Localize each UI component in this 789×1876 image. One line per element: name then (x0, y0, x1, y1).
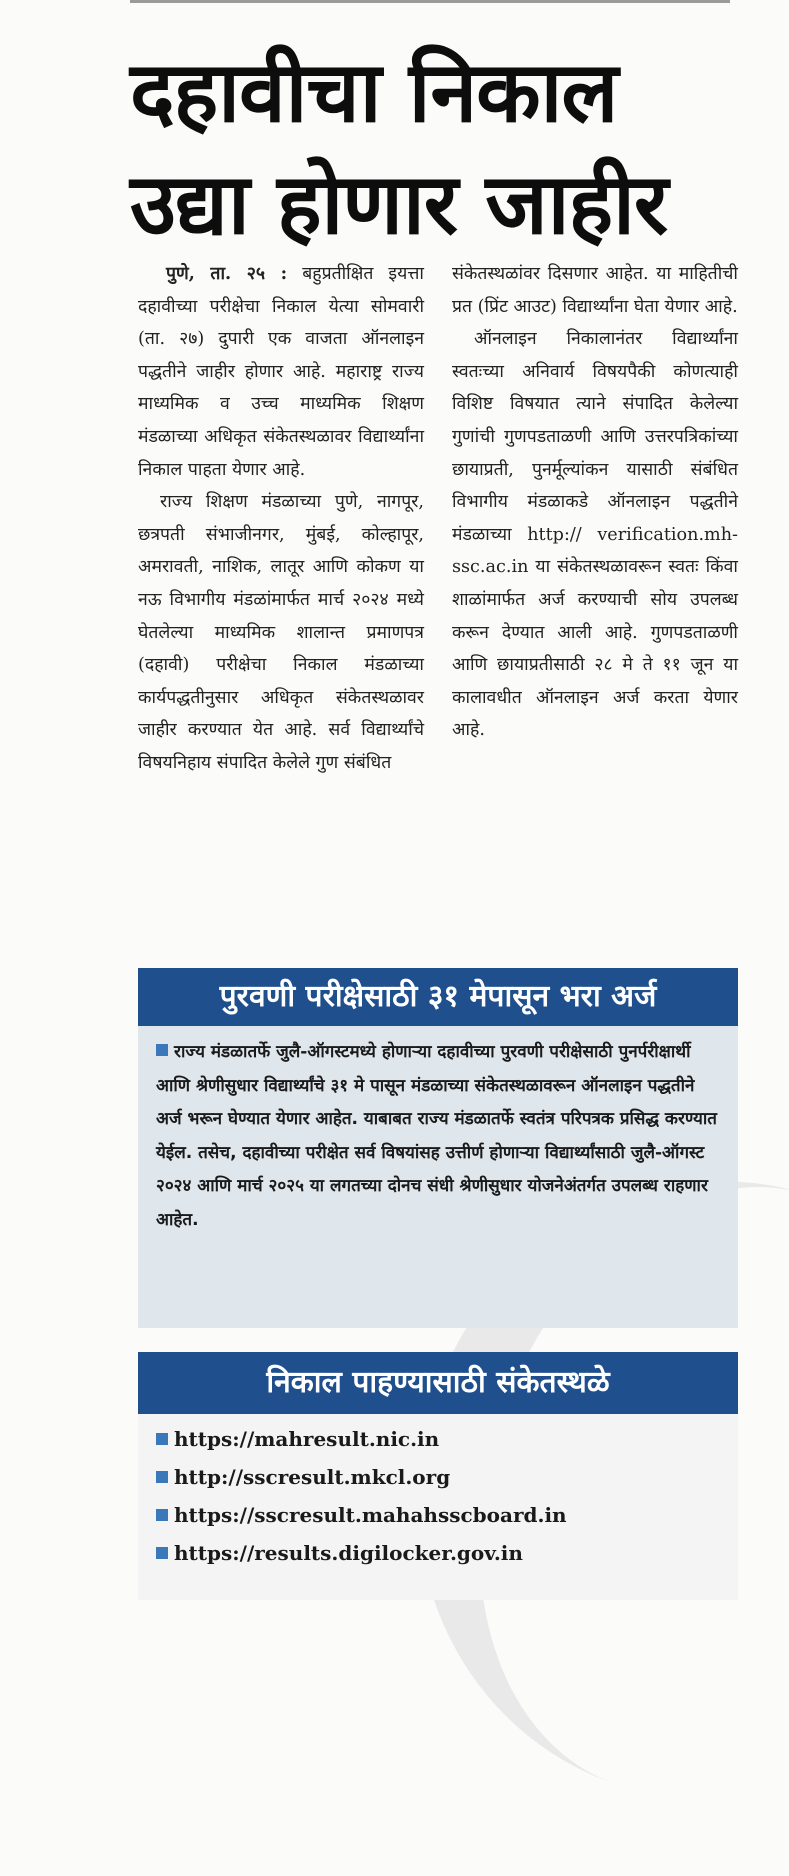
supplementary-exam-text (138, 1026, 738, 1238)
website-url[interactable]: http://sscresult.mkcl.org (174, 1465, 451, 1489)
dateline: पुणे, ता. २५ : (166, 263, 288, 284)
result-websites-title: निकाल पाहण्यासाठी संकेतस्थळे (138, 1352, 738, 1414)
article-paragraph (138, 258, 424, 486)
website-url[interactable]: https://sscresult.mahahsscboard.in (174, 1503, 567, 1527)
square-bullet-icon (156, 1509, 168, 1521)
website-url[interactable]: https://mahresult.nic.in (174, 1427, 440, 1451)
article-paragraph: ऑनलाइन निकालानंतर विद्यार्थ्यांना स्वतःच्या अनिवार्य विषयपैकी कोणत्याही विशिष्ट विषयात त्याने संपादित केलेल्या गुणांची गुणपडताळणी आणि उत्तरपत्रिकांच्या छायाप्रती, पुनर्मूल्यांकन यासाठी संबंधित विभागीय मंडळाकडे ऑनलाइन पद्धतीने मंडळाच्या http:// verification.mh-ssc.ac.in या संकेतस्थळावरून स्वतः किंवा शाळांमार्फत अर्ज करण्याची सोय उपलब्ध करून देण्यात आली आहे. गुणपडताळणी आणि छायाप्रतीसाठी २८ मे ते ११ जून या कालावधीत ऑनलाइन अर्ज करता येणार आहे. (452, 329, 738, 741)
article-body (138, 258, 738, 780)
website-item[interactable] (156, 1458, 738, 1496)
supplementary-exam-box (138, 968, 738, 1328)
square-bullet-icon (156, 1547, 168, 1559)
box-body-text: राज्य मंडळातर्फे जुलै-ऑगस्टमध्ये होणाऱ्या दहावीच्या पुरवणी परीक्षेसाठी पुनर्परीक्षार्थी आणि श्रेणीसुधार विद्यार्थ्यांचे ३१ मे पासून मंडळाच्या संकेतस्थळावरून ऑनलाइन पद्धतीने अर्ज भरून घेण्यात येणार आहेत. याबाबत राज्य मंडळातर्फे स्वतंत्र परिपत्रक प्रसिद्ध करण्यात येईल. तसेच, दहावीच्या परीक्षेत सर्व विषयांसह उत्तीर्ण होणाऱ्या विद्यार्थ्यांसाठी जुलै-ऑगस्ट २०२४ आणि मार्च २०२५ या लगतच्या दोनच संधी श्रेणीसुधार योजनेअंतर्गत उपलब्ध राहणार आहेत. (156, 1042, 717, 1230)
paragraph-text: बहुप्रतीक्षित इयत्ता दहावीच्या परीक्षेचा निकाल येत्या सोमवारी (ता. २७) दुपारी एक वाजता ऑनलाइन पद्धतीने जाहीर होणार आहे. महाराष्ट्र राज्य माध्यमिक व उच्च माध्यमिक शिक्षण मंडळाच्या अधिकृत संकेतस्थळावर विद्यार्थ्यांना निकाल पाहता येणार आहे. (138, 264, 424, 480)
website-list (138, 1414, 738, 1572)
website-item[interactable] (156, 1420, 738, 1458)
top-rule (130, 0, 730, 3)
article-paragraph: राज्य शिक्षण मंडळाच्या पुणे, नागपूर, छत्रपती संभाजीनगर, मुंबई, कोल्हापूर, अमरावती, नाशिक, लातूर आणि कोकण या नऊ विभागीय मंडळांमार्फत मार्च २०२४ मध्ये घेतलेल्या माध्यमिक शालान्त प्रमाणपत्र (दहावी) परीक्षेचा निकाल मंडळाच्या कार्यपद्धतीनुसार अधिकृत संकेतस्थळावर जाहीर करण्यात येत आहे. सर्व विद्यार्थ्यांचे विषयनिहाय संपादित केलेले गुण संबंधित (138, 492, 424, 773)
website-item[interactable] (156, 1534, 738, 1572)
article-paragraph: संकेतस्थळांवर दिसणार आहेत. या माहितीची प्रत (प्रिंट आउट) विद्यार्थ्यांना घेता येणार आहे. (452, 264, 738, 317)
square-bullet-icon (156, 1433, 168, 1445)
result-websites-box (138, 1352, 738, 1600)
square-bullet-icon (156, 1044, 168, 1056)
headline (130, 36, 730, 260)
headline-line-1: दहावीचा निकाल (130, 43, 618, 141)
website-url[interactable]: https://results.digilocker.gov.in (174, 1541, 523, 1565)
article-column-1 (138, 258, 424, 780)
square-bullet-icon (156, 1471, 168, 1483)
supplementary-exam-title: पुरवणी परीक्षेसाठी ३१ मेपासून भरा अर्ज (138, 968, 738, 1026)
article-column-2 (452, 258, 738, 780)
headline-line-2: उद्या होणार जाहीर (130, 155, 668, 253)
website-item[interactable] (156, 1496, 738, 1534)
